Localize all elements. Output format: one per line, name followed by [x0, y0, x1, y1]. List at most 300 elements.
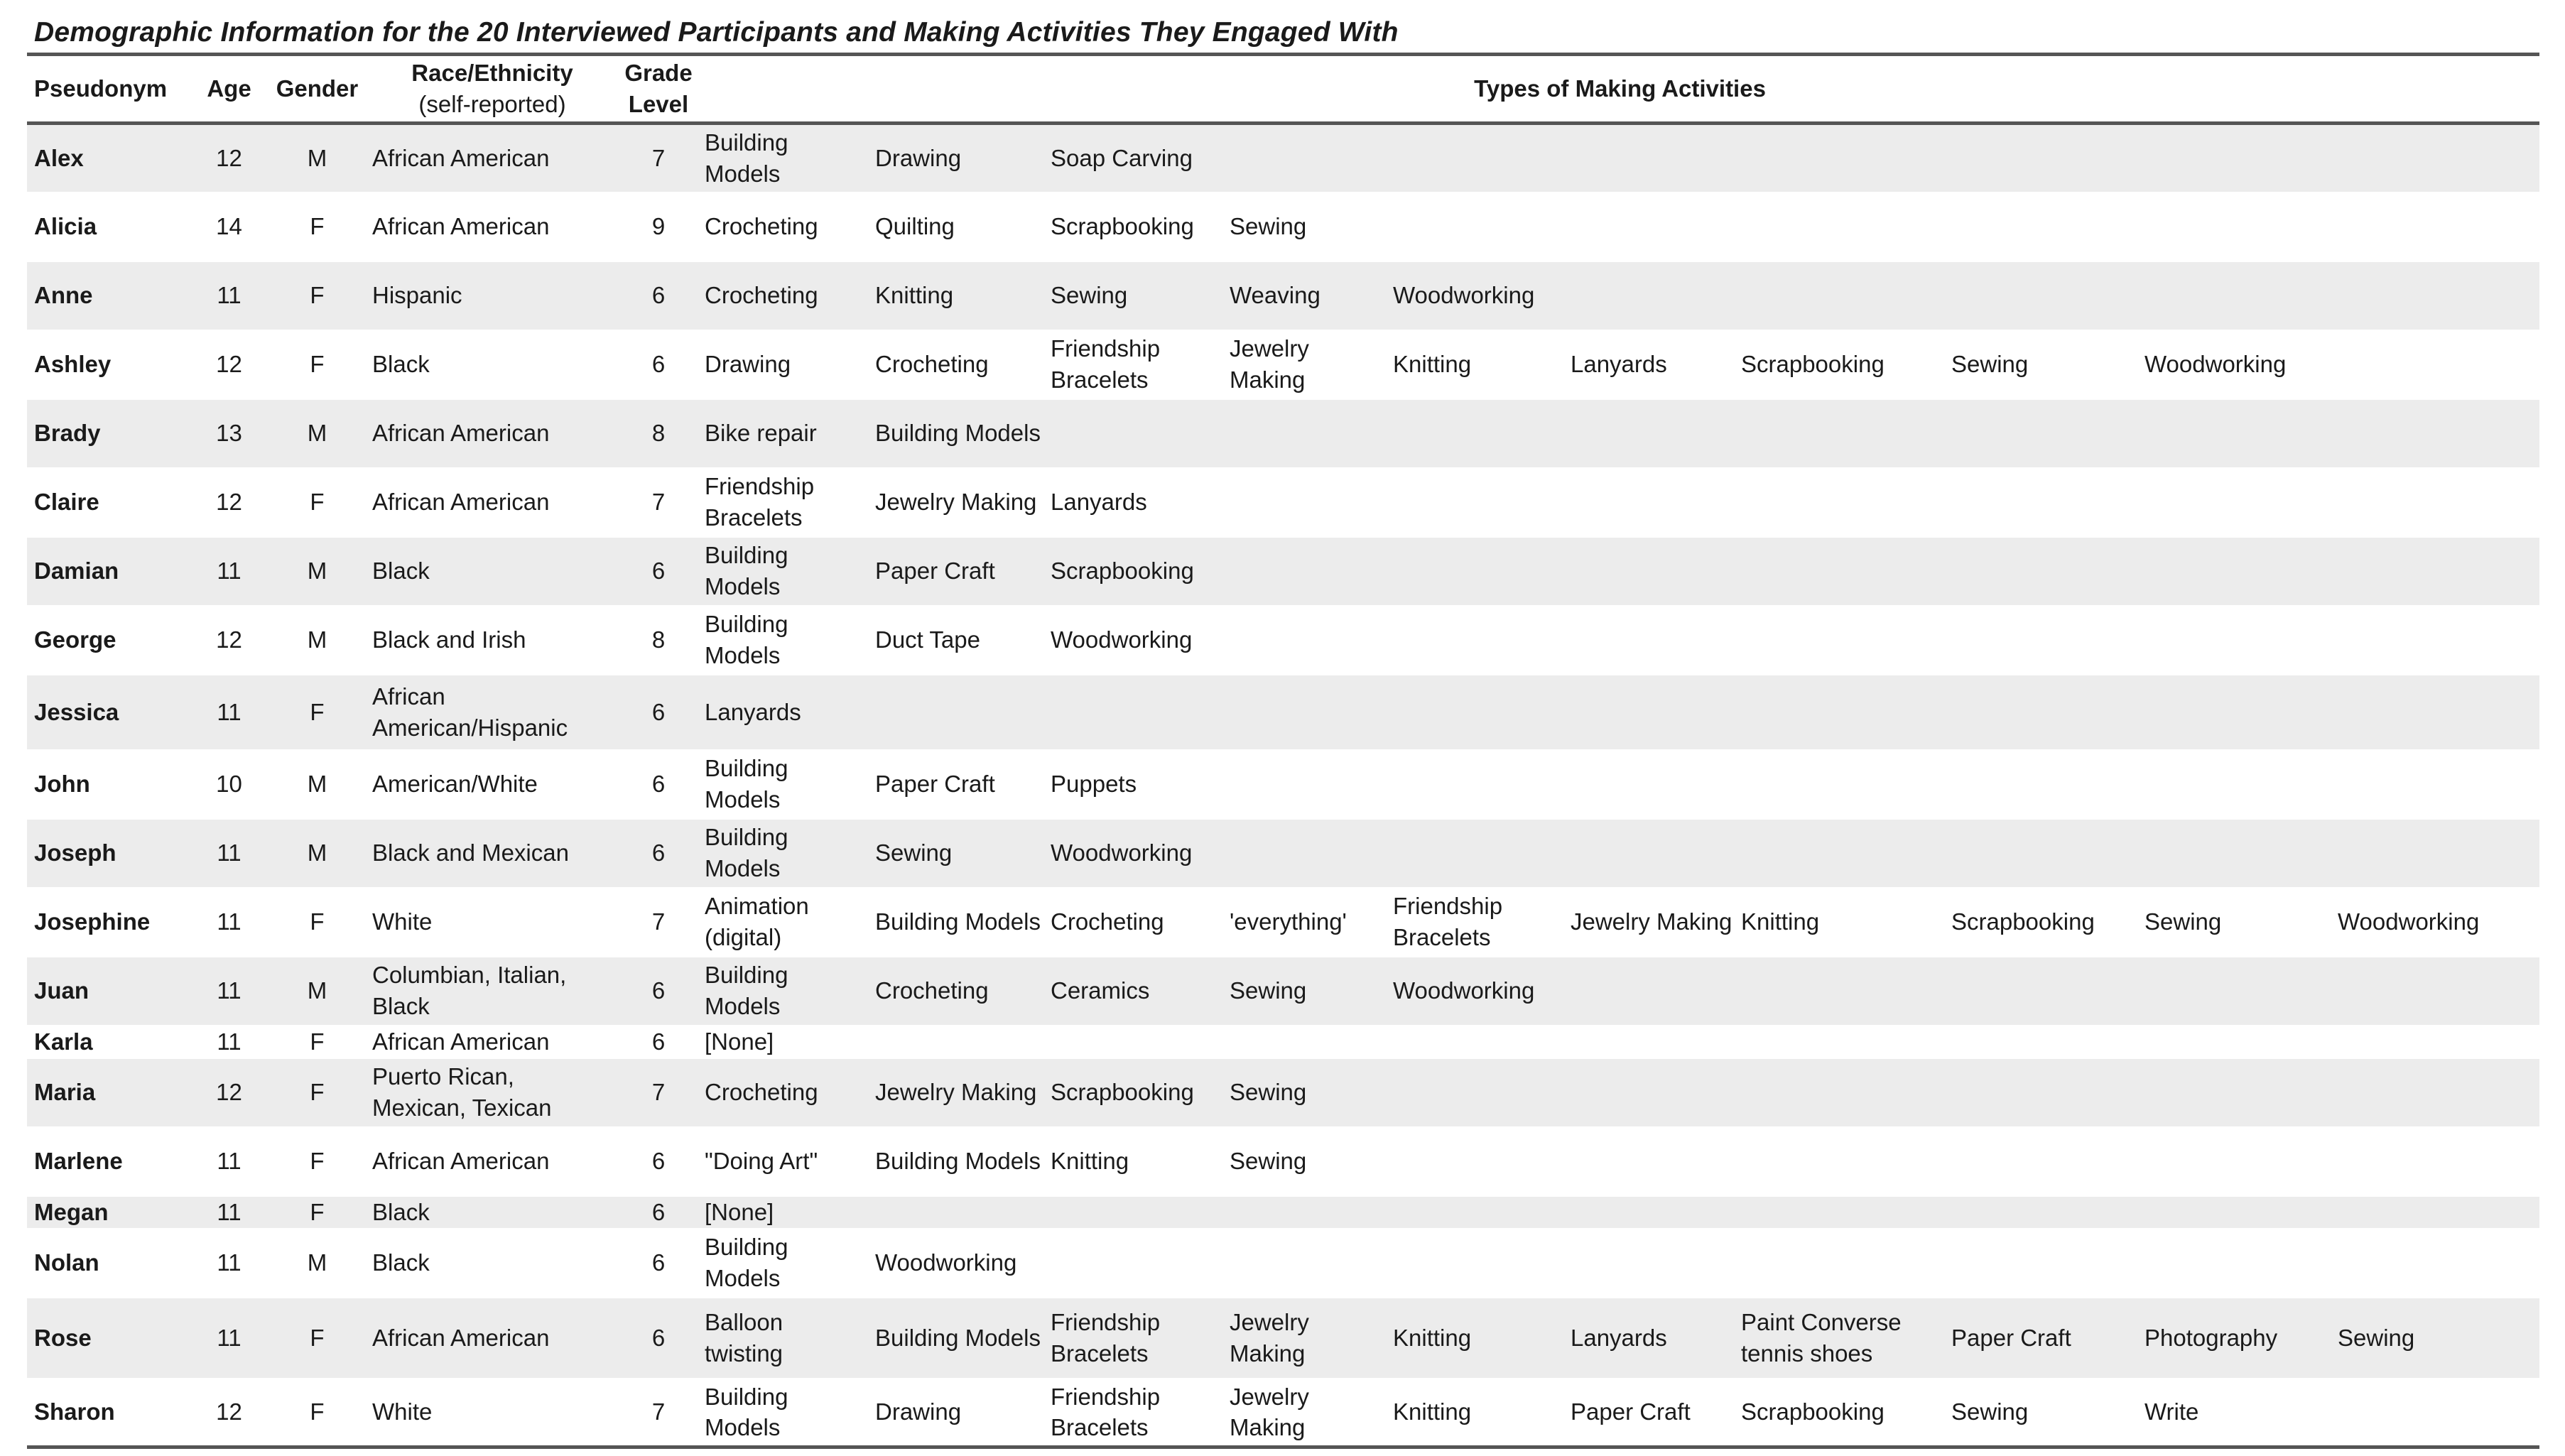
empty-activity-cell [2333, 1229, 2539, 1298]
empty-activity-cell [2333, 606, 2539, 675]
empty-activity-cell [1737, 399, 1947, 468]
participant-gender: F [310, 1148, 325, 1175]
activity-cell: Jewelry Making [1230, 1383, 1309, 1441]
activity-cell: Drawing [875, 1398, 962, 1425]
participant-age: 11 [217, 282, 242, 309]
header-race-title: Race/Ethnicity [411, 60, 573, 87]
activity-cell: Scrapbooking [1741, 1398, 1885, 1425]
participant-name: George [34, 626, 116, 653]
empty-activity-cell [1389, 1196, 1566, 1229]
empty-activity-cell [1737, 192, 1947, 261]
empty-activity-cell [2140, 750, 2333, 819]
activity-cell: Knitting [1393, 1398, 1472, 1425]
empty-activity-cell [2140, 606, 2333, 675]
table-row [27, 1229, 2539, 1298]
empty-activity-cell [2140, 1026, 2333, 1058]
activity-cell: Lanyards [1571, 1324, 1667, 1351]
empty-activity-cell [2140, 261, 2333, 330]
empty-activity-cell [1737, 1196, 1947, 1229]
table-body [27, 124, 2539, 1447]
participant-grade: 6 [651, 698, 666, 725]
participant-grade: 6 [651, 840, 666, 866]
table-row [27, 1127, 2539, 1196]
participant-grade: 8 [651, 420, 666, 447]
activity-cell: Sewing [1051, 282, 1128, 309]
participant-grade: 8 [651, 626, 666, 653]
participant-name: Brady [34, 420, 101, 447]
participant-race: Black [372, 1198, 430, 1225]
activity-cell: Drawing [875, 144, 962, 171]
participant-grade: 9 [651, 213, 666, 240]
table-row [27, 957, 2539, 1026]
activity-cell: Building Models [705, 611, 788, 668]
participant-race: Black [372, 1249, 430, 1276]
activity-cell: Building Models [875, 1324, 1041, 1351]
empty-activity-cell [1947, 1026, 2140, 1058]
activity-cell: Crocheting [875, 977, 989, 1004]
table-row [27, 1058, 2539, 1127]
empty-activity-cell [1566, 261, 1737, 330]
empty-activity-cell [2333, 261, 2539, 330]
activity-cell: Lanyards [1571, 351, 1667, 378]
participant-name: Anne [34, 282, 93, 309]
participant-name: Ashley [34, 351, 112, 378]
participant-age: 12 [216, 626, 242, 653]
participant-age: 12 [216, 1398, 242, 1425]
participant-race: White [372, 1398, 433, 1425]
participant-race: White [372, 908, 433, 935]
header-activities: Types of Making Activities [700, 55, 2539, 124]
empty-activity-cell [871, 1196, 1046, 1229]
empty-activity-cell [1566, 192, 1737, 261]
header-age: Age [192, 55, 266, 124]
table-row [27, 675, 2539, 750]
empty-activity-cell [2140, 399, 2333, 468]
participant-name: Sharon [34, 1398, 115, 1425]
participant-gender: F [310, 282, 325, 309]
empty-activity-cell [1737, 1026, 1947, 1058]
participant-gender: F [310, 1198, 325, 1225]
empty-activity-cell [2333, 537, 2539, 606]
participant-name: Juan [34, 977, 90, 1004]
activity-cell: Knitting [1741, 908, 1820, 935]
participant-race: African American [372, 1148, 550, 1175]
table-row [27, 1379, 2539, 1447]
participant-age: 12 [216, 144, 242, 171]
header-grade-line2: Level [628, 91, 689, 117]
empty-activity-cell [2333, 819, 2539, 888]
participant-grade: 6 [651, 977, 666, 1004]
empty-activity-cell [1389, 468, 1566, 537]
participant-age: 12 [216, 351, 242, 378]
empty-activity-cell [2140, 819, 2333, 888]
participant-name: Damian [34, 558, 119, 585]
empty-activity-cell [1389, 1058, 1566, 1127]
participant-race: African American [372, 1028, 550, 1055]
empty-activity-cell [2140, 468, 2333, 537]
empty-activity-cell [1566, 468, 1737, 537]
empty-activity-cell [1737, 750, 1947, 819]
activity-cell: Puppets [1051, 771, 1137, 798]
empty-activity-cell [1389, 750, 1566, 819]
participant-gender: M [307, 977, 327, 1004]
activity-cell: Scrapbooking [1951, 908, 2095, 935]
empty-activity-cell [1947, 399, 2140, 468]
empty-activity-cell [1737, 675, 1947, 750]
empty-activity-cell [1389, 124, 1566, 192]
activity-cell: Weaving [1230, 282, 1321, 309]
empty-activity-cell [1225, 1026, 1389, 1058]
activity-cell: Woodworking [2144, 351, 2287, 378]
participant-gender: F [310, 1398, 325, 1425]
empty-activity-cell [1947, 750, 2140, 819]
empty-activity-cell [2140, 1127, 2333, 1196]
empty-activity-cell [1566, 1058, 1737, 1127]
empty-activity-cell [2333, 1196, 2539, 1229]
empty-activity-cell [2333, 1026, 2539, 1058]
participant-name: Joseph [34, 840, 116, 866]
participant-age: 11 [217, 698, 242, 725]
empty-activity-cell [1947, 261, 2140, 330]
empty-activity-cell [2333, 468, 2539, 537]
activity-cell: Woodworking [2338, 908, 2480, 935]
empty-activity-cell [2333, 1379, 2539, 1447]
empty-activity-cell [1737, 537, 1947, 606]
empty-activity-cell [1947, 537, 2140, 606]
activity-cell: Knitting [1393, 351, 1472, 378]
empty-activity-cell [1225, 468, 1389, 537]
participant-grade: 7 [651, 908, 666, 935]
participant-name: Alicia [34, 213, 97, 240]
participant-gender: F [310, 1079, 325, 1106]
participant-name: Rose [34, 1324, 92, 1351]
empty-activity-cell [1389, 1229, 1566, 1298]
activity-cell: Scrapbooking [1051, 213, 1194, 240]
empty-activity-cell [1947, 1229, 2140, 1298]
demographics-table [27, 53, 2539, 1449]
activity-cell: Friendship Bracelets [1393, 893, 1503, 950]
activity-cell: Building Models [875, 420, 1041, 447]
participant-gender: M [307, 771, 327, 798]
table-row [27, 330, 2539, 399]
participant-name: Claire [34, 489, 99, 516]
activity-cell: Crocheting [1051, 908, 1164, 935]
participant-gender: M [307, 558, 327, 585]
empty-activity-cell [1225, 399, 1389, 468]
activity-cell: Lanyards [705, 698, 801, 725]
empty-activity-cell [1947, 192, 2140, 261]
table-row [27, 1298, 2539, 1379]
empty-activity-cell [2333, 1058, 2539, 1127]
empty-activity-cell [1046, 675, 1225, 750]
activity-cell: Write [2144, 1398, 2199, 1425]
empty-activity-cell [2333, 124, 2539, 192]
participant-name: Jessica [34, 698, 119, 725]
activity-cell: Woodworking [1393, 282, 1535, 309]
participant-name: Josephine [34, 908, 151, 935]
participant-age: 11 [217, 1324, 242, 1351]
empty-activity-cell [1947, 1196, 2140, 1229]
activity-cell: Jewelry Making [875, 489, 1037, 516]
participant-age: 11 [217, 1198, 242, 1225]
activity-cell: Sewing [1951, 351, 2029, 378]
empty-activity-cell [1566, 1026, 1737, 1058]
activity-cell: 'everything' [1230, 908, 1347, 935]
participant-name: Maria [34, 1079, 96, 1106]
activity-cell: Woodworking [1051, 840, 1193, 866]
participant-gender: F [310, 489, 325, 516]
participant-gender: F [310, 351, 325, 378]
participant-grade: 6 [651, 1249, 666, 1276]
activity-cell: [None] [705, 1198, 774, 1225]
empty-activity-cell [1046, 1229, 1225, 1298]
participant-grade: 6 [651, 1324, 666, 1351]
table-row [27, 1026, 2539, 1058]
participant-age: 11 [217, 840, 242, 866]
activity-cell: Sewing [875, 840, 953, 866]
activity-cell: "Doing Art" [705, 1148, 818, 1175]
activity-cell: Building Models [705, 129, 788, 187]
empty-activity-cell [2333, 330, 2539, 399]
activity-cell: Sewing [2144, 908, 2222, 935]
participant-age: 11 [217, 908, 242, 935]
participant-race: African American [372, 420, 550, 447]
participant-race: American/White [372, 771, 538, 798]
empty-activity-cell [2140, 1196, 2333, 1229]
table-row [27, 888, 2539, 957]
participant-race: African American [372, 144, 550, 171]
activity-cell: Scrapbooking [1051, 1079, 1194, 1106]
participant-grade: 7 [651, 144, 666, 171]
activity-cell: Friendship Bracelets [1051, 335, 1161, 393]
participant-gender: F [310, 908, 325, 935]
activity-cell: Sewing [2338, 1324, 2415, 1351]
activity-cell: Paper Craft [875, 771, 995, 798]
activity-cell: Building Models [875, 1148, 1041, 1175]
empty-activity-cell [1389, 606, 1566, 675]
activity-cell: Jewelry Making [1230, 1308, 1309, 1367]
activity-cell: Woodworking [1393, 977, 1535, 1004]
participant-age: 13 [216, 420, 242, 447]
participant-age: 12 [216, 489, 242, 516]
activity-cell: Sewing [1230, 213, 1307, 240]
table-row [27, 537, 2539, 606]
table-row [27, 399, 2539, 468]
header-row [27, 55, 2539, 124]
table-title: Demographic Information for the 20 Interviewed Participants and Making Activities They Engaged With [34, 17, 1399, 48]
empty-activity-cell [2333, 399, 2539, 468]
empty-activity-cell [1947, 468, 2140, 537]
empty-activity-cell [2140, 537, 2333, 606]
participant-grade: 7 [651, 1079, 666, 1106]
participant-gender: M [307, 1249, 327, 1276]
empty-activity-cell [1737, 1058, 1947, 1127]
participant-race: Columbian, Italian, Black [372, 962, 567, 1019]
empty-activity-cell [1737, 957, 1947, 1026]
empty-activity-cell [2333, 1127, 2539, 1196]
empty-activity-cell [1566, 1229, 1737, 1298]
header-race [368, 55, 617, 124]
empty-activity-cell [1225, 750, 1389, 819]
table-row [27, 1196, 2539, 1229]
participant-age: 11 [217, 1028, 242, 1055]
empty-activity-cell [1947, 1058, 2140, 1127]
participant-gender: M [307, 144, 327, 171]
table-row [27, 261, 2539, 330]
empty-activity-cell [1225, 1196, 1389, 1229]
empty-activity-cell [1225, 675, 1389, 750]
empty-activity-cell [1566, 675, 1737, 750]
table-container [27, 53, 2539, 1449]
empty-activity-cell [1046, 399, 1225, 468]
empty-activity-cell [1566, 537, 1737, 606]
participant-name: Karla [34, 1028, 93, 1055]
activity-cell: Friendship Bracelets [1051, 1308, 1161, 1367]
empty-activity-cell [2140, 192, 2333, 261]
activity-cell: Jewelry Making [875, 1079, 1037, 1106]
activity-cell: Crocheting [705, 282, 818, 309]
activity-cell: Building Models [705, 1383, 788, 1441]
empty-activity-cell [1225, 1229, 1389, 1298]
empty-activity-cell [1947, 1127, 2140, 1196]
empty-activity-cell [1566, 819, 1737, 888]
participant-age: 11 [217, 1148, 242, 1175]
activity-cell: Drawing [705, 351, 791, 378]
activity-cell: Friendship Bracelets [705, 473, 815, 531]
participant-grade: 6 [651, 351, 666, 378]
header-grade [617, 55, 700, 124]
activity-cell: [None] [705, 1028, 774, 1055]
empty-activity-cell [1737, 819, 1947, 888]
empty-activity-cell [1947, 606, 2140, 675]
empty-activity-cell [1737, 261, 1947, 330]
header-gender: Gender [266, 55, 368, 124]
empty-activity-cell [2333, 675, 2539, 750]
empty-activity-cell [1389, 675, 1566, 750]
activity-cell: Bike repair [705, 420, 817, 447]
activity-cell: Paint Converse tennis shoes [1741, 1308, 1902, 1367]
header-grade-line1: Grade [624, 60, 693, 87]
empty-activity-cell [1947, 819, 2140, 888]
activity-cell: Photography [2144, 1324, 2278, 1351]
empty-activity-cell [871, 675, 1046, 750]
activity-cell: Quilting [875, 213, 955, 240]
activity-cell: Scrapbooking [1741, 351, 1885, 378]
empty-activity-cell [2333, 192, 2539, 261]
participant-gender: M [307, 420, 327, 447]
empty-activity-cell [1566, 124, 1737, 192]
participant-name: Alex [34, 144, 84, 171]
participant-age: 14 [216, 213, 242, 240]
empty-activity-cell [1225, 606, 1389, 675]
empty-activity-cell [1566, 1196, 1737, 1229]
header-race-subtitle: (self-reported) [418, 91, 566, 117]
participant-race: African American [372, 489, 550, 516]
activity-cell: Woodworking [875, 1249, 1017, 1276]
activity-cell: Jewelry Making [1230, 335, 1309, 393]
empty-activity-cell [2140, 1058, 2333, 1127]
participant-age: 11 [217, 977, 242, 1004]
activity-cell: Ceramics [1051, 977, 1150, 1004]
activity-cell: Crocheting [705, 213, 818, 240]
empty-activity-cell [1389, 1127, 1566, 1196]
activity-cell: Friendship Bracelets [1051, 1383, 1161, 1441]
activity-cell: Soap Carving [1051, 144, 1193, 171]
participant-race: Black and Irish [372, 626, 526, 653]
empty-activity-cell [2140, 957, 2333, 1026]
participant-gender: F [310, 1028, 325, 1055]
participant-grade: 6 [651, 1198, 666, 1225]
participant-race: African American [372, 213, 550, 240]
table-row [27, 192, 2539, 261]
participant-grade: 6 [651, 1148, 666, 1175]
empty-activity-cell [2140, 124, 2333, 192]
activity-cell: Knitting [1051, 1148, 1129, 1175]
activity-cell: Building Models [705, 755, 788, 813]
activity-cell: Sewing [1230, 1148, 1307, 1175]
activity-cell: Crocheting [705, 1079, 818, 1106]
activity-cell: Building Models [875, 908, 1041, 935]
table-row [27, 750, 2539, 819]
table-row [27, 124, 2539, 192]
activity-cell: Lanyards [1051, 489, 1147, 516]
empty-activity-cell [2140, 1229, 2333, 1298]
empty-activity-cell [1046, 1026, 1225, 1058]
activity-cell: Building Models [705, 962, 788, 1019]
empty-activity-cell [1566, 606, 1737, 675]
participant-name: Marlene [34, 1148, 123, 1175]
participant-age: 10 [216, 771, 242, 798]
table-row [27, 819, 2539, 888]
empty-activity-cell [2333, 957, 2539, 1026]
activity-cell: Building Models [705, 542, 788, 599]
empty-activity-cell [1737, 1229, 1947, 1298]
activity-cell: Woodworking [1051, 626, 1193, 653]
empty-activity-cell [2140, 675, 2333, 750]
empty-activity-cell [1566, 399, 1737, 468]
empty-activity-cell [1947, 675, 2140, 750]
activity-cell: Building Models [705, 824, 788, 881]
participant-race: Black and Mexican [372, 840, 569, 866]
activity-cell: Sewing [1951, 1398, 2029, 1425]
header-pseudonym: Pseudonym [27, 55, 192, 124]
empty-activity-cell [871, 1026, 1046, 1058]
empty-activity-cell [1225, 819, 1389, 888]
empty-activity-cell [1046, 1196, 1225, 1229]
empty-activity-cell [1947, 957, 2140, 1026]
empty-activity-cell [1566, 1127, 1737, 1196]
activity-cell: Scrapbooking [1051, 558, 1194, 585]
participant-race: Hispanic [372, 282, 462, 309]
activity-cell: Paper Craft [1571, 1398, 1691, 1425]
activity-cell: Paper Craft [1951, 1324, 2071, 1351]
activity-cell: Paper Craft [875, 558, 995, 585]
participant-name: John [34, 771, 90, 798]
participant-gender: F [310, 213, 325, 240]
empty-activity-cell [1737, 124, 1947, 192]
participant-gender: F [310, 698, 325, 725]
empty-activity-cell [1225, 124, 1389, 192]
empty-activity-cell [1389, 819, 1566, 888]
table-row [27, 606, 2539, 675]
participant-race: Black [372, 351, 430, 378]
participant-grade: 7 [651, 489, 666, 516]
activity-cell: Crocheting [875, 351, 989, 378]
participant-grade: 6 [651, 771, 666, 798]
empty-activity-cell [1566, 750, 1737, 819]
participant-grade: 7 [651, 1398, 666, 1425]
participant-gender: F [310, 1324, 325, 1351]
